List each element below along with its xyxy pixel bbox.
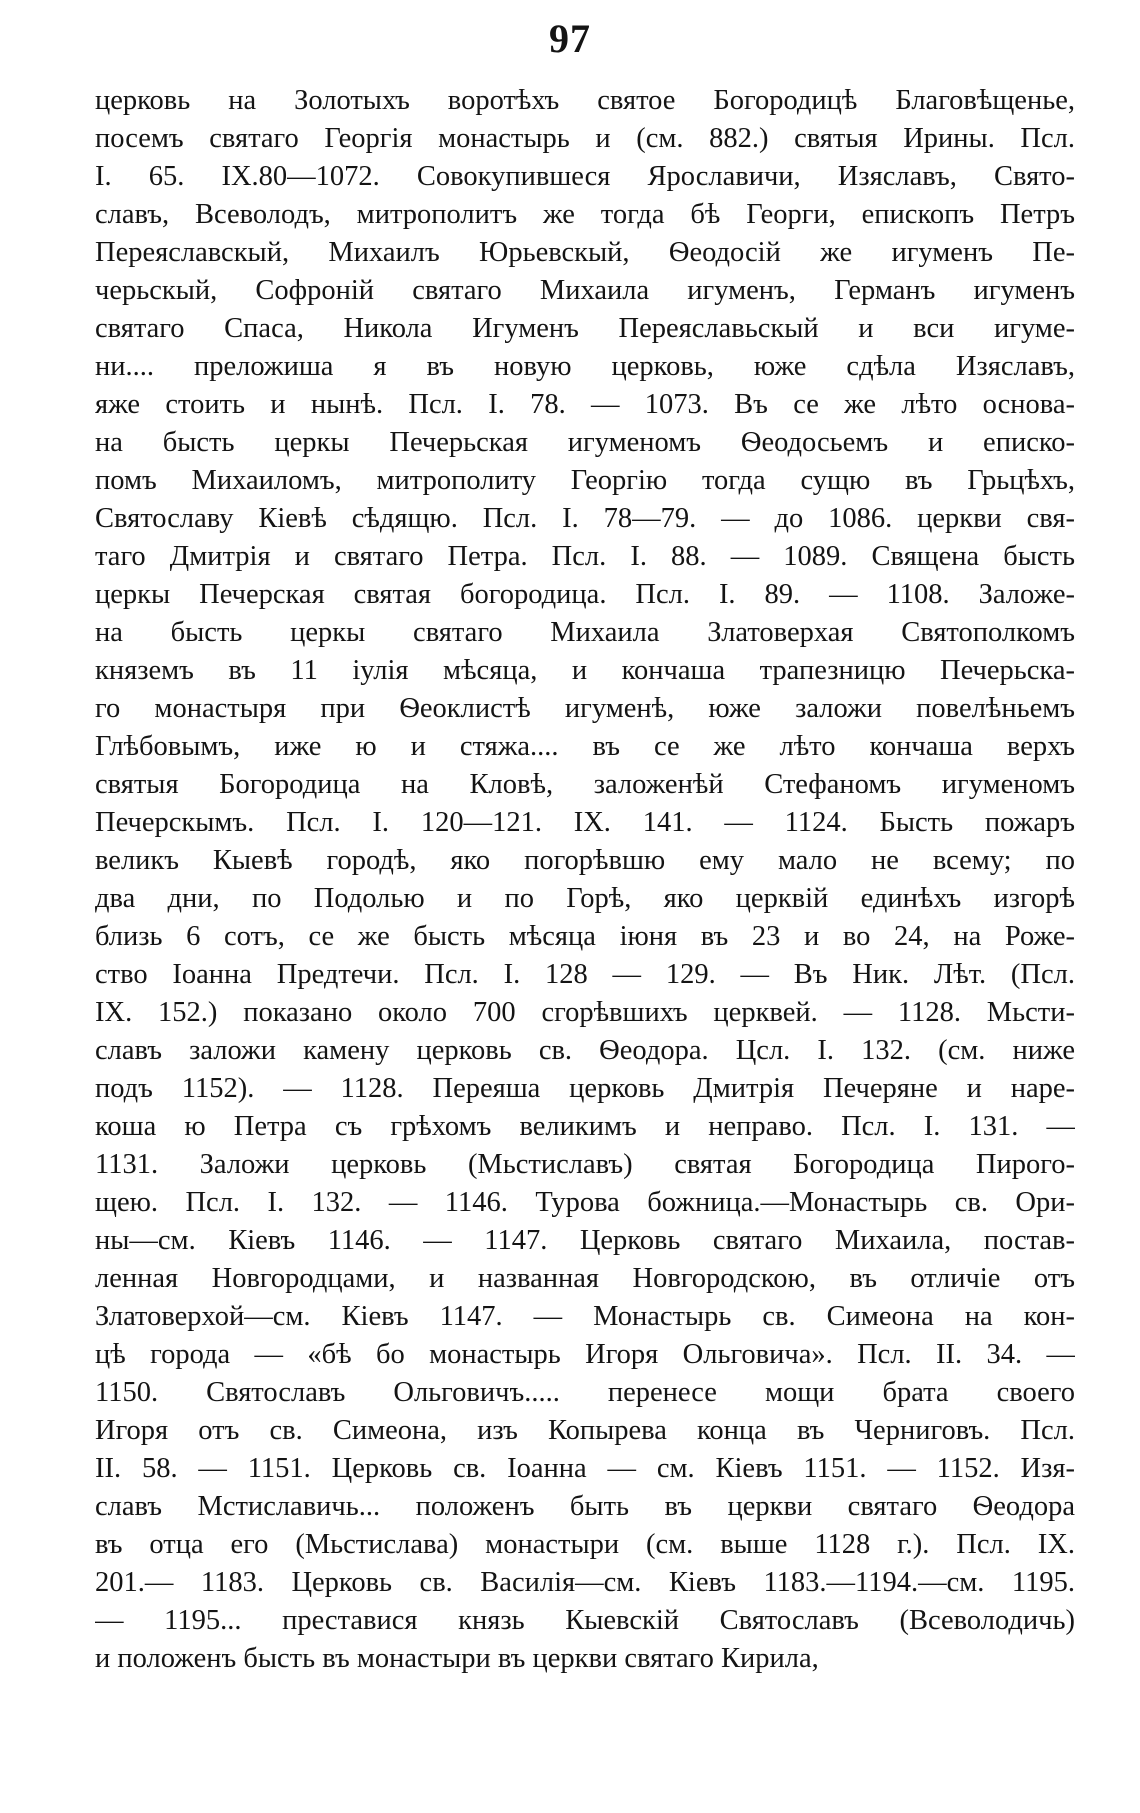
text-line: 1150. Святославъ Ольговичъ..... перенесе мощи брата своего — [95, 1377, 1075, 1408]
text-line: Глѣбовымъ, иже ю и стяжа.... въ се же лѣто кончаша верхъ — [95, 731, 1075, 762]
text-line: на бысть церкы Печерьская игуменомъ Ѳеодосьемъ и еписко- — [95, 427, 1075, 458]
text-line: церковь на Золотыхъ воротѣхъ святое Богородицѣ Благовѣщенье, — [95, 85, 1075, 116]
text-line: ни.... преложиша я въ новую церковь, юже сдѣла Изяславъ, — [95, 351, 1075, 382]
text-line: великъ Кыевѣ городѣ, яко погорѣвшю ему мало не всему; по — [95, 845, 1075, 876]
text-line: черьскый, Софроній святаго Михаила игуменъ, Германъ игуменъ — [95, 275, 1075, 306]
text-line: ны—см. Кіевъ 1146. — 1147. Церковь святаго Михаила, постав- — [95, 1225, 1075, 1256]
text-line: святыя Богородица на Кловѣ, заложенѣй Стефаномъ игуменомъ — [95, 769, 1075, 800]
text-line: въ отца его (Мьстислава) монастыри (см. выше 1128 г.). Псл. IX. — [95, 1529, 1075, 1560]
text-line: Игоря отъ св. Симеона, изъ Копырева конца въ Черниговъ. Псл. — [95, 1415, 1075, 1446]
text-line: Переяславскый, Михаилъ Юрьевскый, Ѳеодосій же игуменъ Пе- — [95, 237, 1075, 268]
text-line: 201.— 1183. Церковь св. Василія—см. Кіевъ 1183.—1194.—см. 1195. — [95, 1567, 1075, 1598]
text-line: Святославу Кіевѣ сѣдящю. Псл. I. 78—79. — до 1086. церкви свя- — [95, 503, 1075, 534]
text-line: княземъ въ 11 іулія мѣсяца, и кончаша трапезницю Печерьска- — [95, 655, 1075, 686]
page-number: 97 — [549, 16, 591, 61]
text-line: IX. 152.) показано около 700 сгорѣвшихъ церквей. — 1128. Мьсти- — [95, 997, 1075, 1028]
text-line: 1131. Заложи церковь (Мьстиславъ) святая Богородица Пирого- — [95, 1149, 1075, 1180]
text-line: цѣ города — «бѣ бо монастырь Игоря Ольговича». Псл. II. 34. — — [95, 1339, 1075, 1370]
text-body — [95, 82, 1075, 1678]
text-line: святаго Спаса, Никола Игуменъ Переяславьскый и вси игуме- — [95, 313, 1075, 344]
text-line: ленная Новгородцами, и названная Новгородскою, въ отличіе отъ — [95, 1263, 1075, 1294]
text-line: Печерскымъ. Псл. I. 120—121. IX. 141. — 1124. Бысть пожаръ — [95, 807, 1075, 838]
text-line: славъ заложи камену церковь св. Ѳеодора. Цсл. I. 132. (см. ниже — [95, 1035, 1075, 1066]
text-line: славъ Мстиславичь... положенъ быть въ церкви святаго Ѳеодора — [95, 1491, 1075, 1522]
text-line: и положенъ бысть въ монастыри въ церкви святаго Кирила, — [95, 1643, 819, 1674]
text-line: II. 58. — 1151. Церковь св. Іоанна — см. Кіевъ 1151. — 1152. Изя- — [95, 1453, 1075, 1484]
text-line: щею. Псл. I. 132. — 1146. Турова божница.—Монастырь св. Ори- — [95, 1187, 1075, 1218]
text-line: — 1195... преставися князь Кыевскій Святославъ (Всеволодичь) — [95, 1605, 1075, 1636]
text-line: посемъ святаго Георгія монастырь и (см. 882.) святыя Ирины. Псл. — [95, 123, 1075, 154]
text-line: таго Дмитрія и святаго Петра. Псл. I. 88. — 1089. Священа бысть — [95, 541, 1075, 572]
text-line: Златоверхой—см. Кіевъ 1147. — Монастырь св. Симеона на кон- — [95, 1301, 1075, 1332]
text-line: коша ю Петра съ грѣхомъ великимъ и неправо. Псл. I. 131. — — [95, 1111, 1075, 1142]
text-line: I. 65. IX.80—1072. Совокупившеся Ярославичи, Изяславъ, Свято- — [95, 161, 1075, 192]
text-line: церкы Печерская святая богородица. Псл. I. 89. — 1108. Заложе- — [95, 579, 1075, 610]
text-line: яже стоить и нынѣ. Псл. I. 78. — 1073. Въ се же лѣто основа- — [95, 389, 1075, 420]
text-line: подъ 1152). — 1128. Переяша церковь Дмитрія Печеряне и наре- — [95, 1073, 1075, 1104]
text-line: го монастыря при Ѳеоклистѣ игуменѣ, юже заложи повелѣньемъ — [95, 693, 1075, 724]
text-line: славъ, Всеволодъ, митрополитъ же тогда бѣ Георги, епископъ Петръ — [95, 199, 1075, 230]
text-line: на бысть церкы святаго Михаила Златоверхая Святополкомъ — [95, 617, 1075, 648]
text-line: помъ Михаиломъ, митрополиту Георгію тогда сущю въ Грьцѣхъ, — [95, 465, 1075, 496]
text-line: ство Іоанна Предтечи. Псл. I. 128 — 129. — Въ Ник. Лѣт. (Псл. — [95, 959, 1075, 990]
text-line: близь 6 сотъ, се же бысть мѣсяца іюня въ 23 и во 24, на Роже- — [95, 921, 1075, 952]
text-line: два дни, по Подолью и по Горѣ, яко церквій единѣхъ изгорѣ — [95, 883, 1075, 914]
